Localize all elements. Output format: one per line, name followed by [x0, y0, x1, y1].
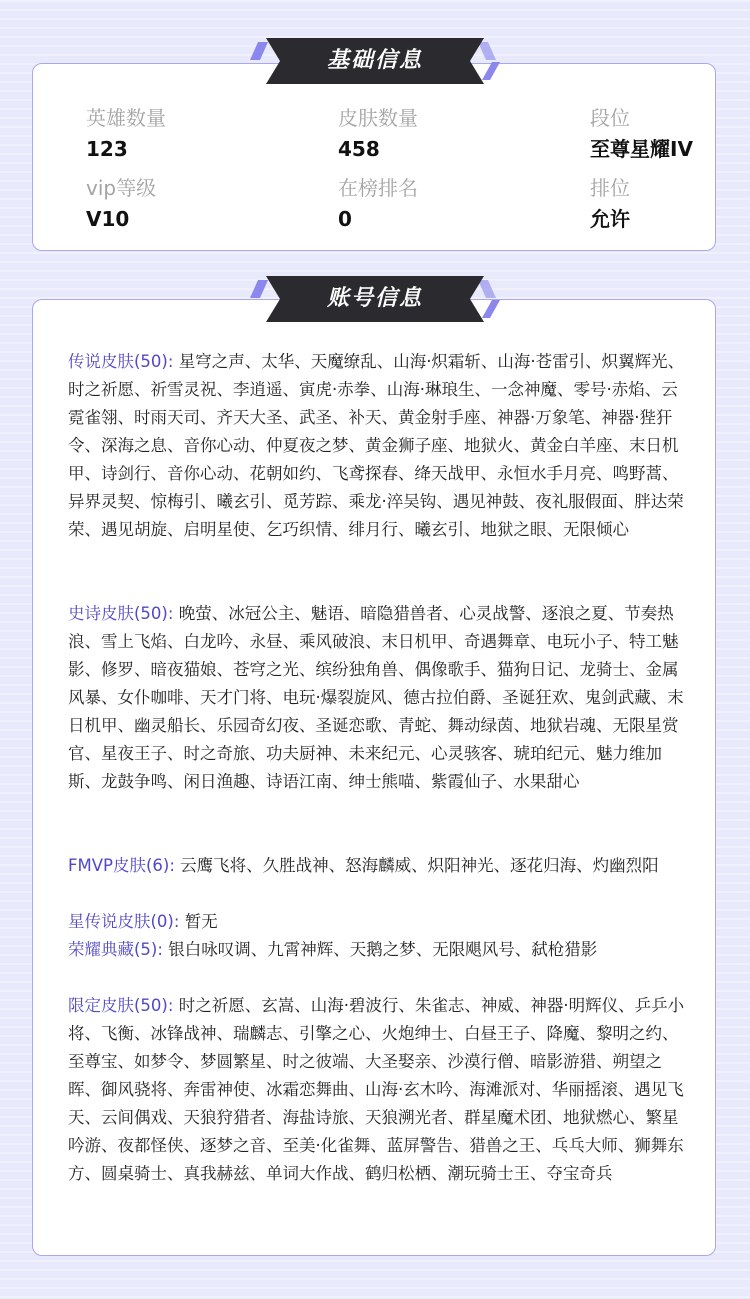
stat-hero-count	[86, 104, 166, 163]
stat-label: 排位	[590, 176, 630, 200]
section-items: 时之祈愿、玄嵩、山海·碧波行、朱雀志、神威、神器·明辉仪、乒乒小将、飞衡、冰锋战神、瑞麟志、引擎之心、火炮绅士、白昼王子、降魔、黎明之约、至尊宝、如梦令、梦圆繁星、时之彼端、大圣娶亲、沙漠行僧、暗影游猎、朔望之晖、御风骁将、奔雷神使、冰霜恋舞曲、山海·玄木吟、海滩派对、华丽摇滚、遇见飞天、云间偶戏、天狼狩猎者、海盐诗旅、天狼溯光者、群星魔术团、地狱燃心、繁星吟游、夜都怪侠、逐梦之音、至美·化雀舞、蓝屏警告、猎兽之王、乓乓大师、狮舞东方、圆桌骑士、真我赫兹、单词大作战、鹤归松栖、潮玩骑士王、夺宝奇兵	[68, 996, 685, 1183]
stat-label: vip等级	[86, 176, 157, 200]
limited-skins-section	[68, 992, 688, 1188]
section-heading: 史诗皮肤(50):	[68, 604, 174, 623]
stat-label: 皮肤数量	[338, 106, 418, 130]
glory-collection-section	[68, 936, 688, 964]
section-items: 星穹之声、太华、天魔缭乱、山海·炽霜斩、山海·苍雷引、炽翼辉光、时之祈愿、祈雪灵祝、李逍遥、寅虎·赤拳、山海·琳琅生、一念神魔、零号·赤焰、云霓雀翎、时雨天司、齐天大圣、武圣、补天、黄金射手座、神器·万象笔、神器·狴犴令、深海之息、音你心动、仲夏夜之梦、黄金狮子座、地狱火、黄金白羊座、末日机甲、诗剑行、音你心动、花朝如约、飞鸢探春、绛天战甲、永恒水手月亮、鸣野蒿、异界灵契、惊梅引、曦玄引、觅芳踪、乘龙·淬吴钩、遇见神鼓、夜礼服假面、胖达荣荣、遇见胡旋、启明星使、乞巧织情、绯月行、曦玄引、地狱之眼、无限倾心	[68, 352, 685, 539]
stat-rank-tier	[590, 104, 693, 163]
basic-info-banner	[250, 38, 500, 84]
basic-info-card	[32, 63, 716, 251]
stat-value: V10	[86, 207, 130, 231]
legendary-skins-section	[68, 348, 688, 544]
section-heading: 限定皮肤(50):	[68, 996, 174, 1015]
stat-vip-level	[86, 174, 156, 233]
star-legend-skins-section	[68, 908, 688, 936]
account-info-banner	[250, 276, 500, 322]
section-items: 晚萤、冰冠公主、魅语、暗隐猎兽者、心灵战警、逐浪之夏、节奏热浪、雪上飞焰、白龙吟、永昼、乘风破浪、末日机甲、奇遇舞章、电玩小子、特工魅影、修罗、暗夜猫娘、苍穹之光、缤纷独角兽、偶像歌手、猫狗日记、龙骑士、金属风暴、女仆咖啡、天才门将、电玩·爆裂旋风、德古拉伯爵、圣诞狂欢、鬼剑武藏、末日机甲、幽灵船长、乐园奇幻夜、圣诞恋歌、青蛇、舞动绿茵、地狱岩魂、无限星赏官、星夜王子、时之奇旅、功夫厨神、未来纪元、心灵骇客、琥珀纪元、魅力维加斯、龙鼓争鸣、闲日渔趣、诗语江南、绅士熊喵、紫霞仙子、水果甜心	[68, 604, 684, 791]
stat-skin-count	[338, 104, 418, 163]
stat-label: 在榜排名	[338, 176, 418, 200]
stat-value: 0	[338, 207, 352, 231]
stat-value: 至尊星耀IV	[590, 137, 693, 161]
stat-label: 英雄数量	[86, 106, 166, 130]
stat-ranked-allowed	[590, 174, 630, 233]
section-items: 银白咏叹调、九霄神辉、天鹅之梦、无限飓风号、弑枪猎影	[168, 940, 598, 959]
stat-value: 允许	[590, 207, 630, 231]
section-heading: 星传说皮肤(0):	[68, 912, 180, 931]
fmvp-skins-section	[68, 852, 688, 880]
epic-skins-section	[68, 600, 688, 796]
section-heading: 荣耀典藏(5):	[68, 940, 163, 959]
section-heading: FMVP皮肤(6):	[68, 856, 175, 875]
stat-value: 123	[86, 137, 128, 161]
basic-info-title: 基础信息	[326, 48, 423, 73]
account-info-title: 账号信息	[326, 286, 423, 311]
section-heading: 传说皮肤(50):	[68, 352, 174, 371]
section-items: 暂无	[184, 912, 218, 931]
stat-label: 段位	[590, 106, 630, 130]
section-items: 云鹰飞将、久胜战神、怒海麟威、炽阳神光、逐花归海、灼幽烈阳	[180, 856, 659, 875]
stat-value: 458	[338, 137, 380, 161]
stat-leaderboard-rank	[338, 174, 418, 233]
